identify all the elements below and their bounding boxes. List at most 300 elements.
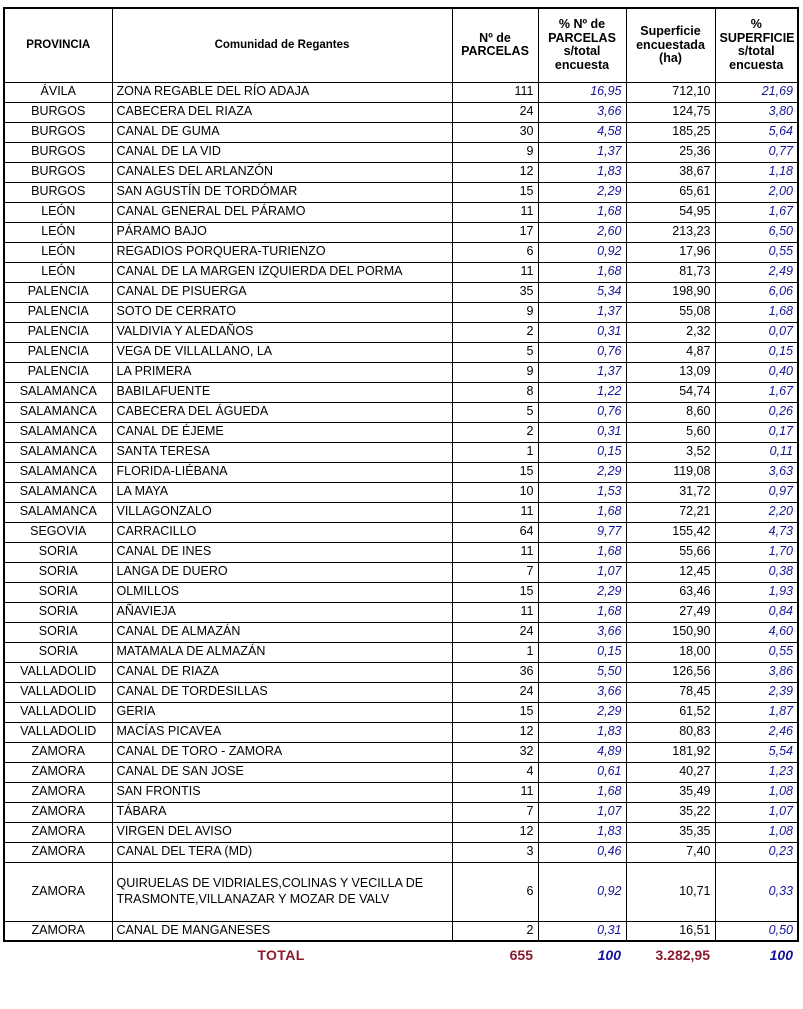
cell-pct-parcelas: 5,50 bbox=[538, 662, 626, 682]
cell-comunidad: CANAL DE LA MARGEN IZQUIERDA DEL PORMA bbox=[112, 262, 452, 282]
table-row bbox=[4, 462, 798, 482]
cell-pct-parcelas: 2,29 bbox=[538, 702, 626, 722]
cell-n-parcelas: 12 bbox=[452, 722, 538, 742]
table-row bbox=[4, 242, 798, 262]
cell-comunidad: CANAL DE PISUERGA bbox=[112, 282, 452, 302]
cell-superficie: 4,87 bbox=[626, 342, 715, 362]
cell-pct-parcelas: 1,07 bbox=[538, 562, 626, 582]
cell-provincia: ZAMORA bbox=[4, 822, 112, 842]
cell-pct-superficie: 2,20 bbox=[715, 502, 798, 522]
cell-pct-parcelas: 3,66 bbox=[538, 102, 626, 122]
cell-superficie: 150,90 bbox=[626, 622, 715, 642]
table-row bbox=[4, 522, 798, 542]
cell-superficie: 213,23 bbox=[626, 222, 715, 242]
cell-pct-parcelas: 0,15 bbox=[538, 442, 626, 462]
cell-provincia: ZAMORA bbox=[4, 782, 112, 802]
table-row bbox=[4, 642, 798, 662]
cell-pct-superficie: 0,38 bbox=[715, 562, 798, 582]
table-row bbox=[4, 402, 798, 422]
header-line-1: % bbox=[750, 17, 762, 32]
cell-pct-superficie: 21,69 bbox=[715, 82, 798, 102]
cell-pct-superficie: 0,23 bbox=[715, 842, 798, 862]
cell-pct-parcelas: 1,22 bbox=[538, 382, 626, 402]
cell-pct-parcelas: 0,76 bbox=[538, 342, 626, 362]
cell-pct-superficie: 1,08 bbox=[715, 782, 798, 802]
cell-superficie: 5,60 bbox=[626, 422, 715, 442]
table-row bbox=[4, 842, 798, 862]
cell-n-parcelas: 2 bbox=[452, 322, 538, 342]
cell-provincia: SALAMANCA bbox=[4, 502, 112, 522]
cell-superficie: 8,60 bbox=[626, 402, 715, 422]
cell-pct-superficie: 2,46 bbox=[715, 722, 798, 742]
table-row bbox=[4, 322, 798, 342]
cell-pct-superficie: 1,67 bbox=[715, 382, 798, 402]
total-superficie: 3.282,95 bbox=[655, 947, 710, 963]
cell-pct-superficie: 3,63 bbox=[715, 462, 798, 482]
cell-superficie: 54,95 bbox=[626, 202, 715, 222]
cell-pct-superficie: 5,54 bbox=[715, 742, 798, 762]
cell-n-parcelas: 11 bbox=[452, 262, 538, 282]
cell-pct-superficie: 3,80 bbox=[715, 102, 798, 122]
cell-pct-parcelas: 0,46 bbox=[538, 842, 626, 862]
cell-n-parcelas: 7 bbox=[452, 802, 538, 822]
cell-n-parcelas: 30 bbox=[452, 122, 538, 142]
cell-pct-parcelas: 1,83 bbox=[538, 822, 626, 842]
cell-provincia: ZAMORA bbox=[4, 762, 112, 782]
cell-pct-parcelas: 3,66 bbox=[538, 682, 626, 702]
cell-pct-parcelas: 16,95 bbox=[538, 82, 626, 102]
header-line-4: encuesta bbox=[729, 57, 784, 72]
cell-n-parcelas: 5 bbox=[452, 342, 538, 362]
cell-pct-superficie: 3,86 bbox=[715, 662, 798, 682]
cell-provincia: PALENCIA bbox=[4, 302, 112, 322]
cell-comunidad: CANAL DE INES bbox=[112, 542, 452, 562]
column-header-n-parcelas bbox=[452, 8, 538, 82]
cell-superficie: 61,52 bbox=[626, 702, 715, 722]
cell-provincia: SALAMANCA bbox=[4, 402, 112, 422]
cell-provincia: SORIA bbox=[4, 562, 112, 582]
table-row bbox=[4, 262, 798, 282]
cell-pct-parcelas: 2,29 bbox=[538, 582, 626, 602]
cell-pct-parcelas: 0,31 bbox=[538, 422, 626, 442]
cell-comunidad: MACÍAS PICAVEA bbox=[112, 722, 452, 742]
cell-pct-superficie: 4,73 bbox=[715, 522, 798, 542]
cell-comunidad: CABECERA DEL ÁGUEDA bbox=[112, 402, 452, 422]
cell-n-parcelas: 12 bbox=[452, 822, 538, 842]
cell-pct-parcelas: 0,15 bbox=[538, 642, 626, 662]
header-line-1: Superficie bbox=[640, 24, 701, 38]
cell-comunidad: CANAL DEL TERA (MD) bbox=[112, 842, 452, 862]
cell-n-parcelas: 24 bbox=[452, 622, 538, 642]
cell-pct-superficie: 1,67 bbox=[715, 202, 798, 222]
cell-provincia: ZAMORA bbox=[4, 802, 112, 822]
cell-superficie: 54,74 bbox=[626, 382, 715, 402]
cell-superficie: 80,83 bbox=[626, 722, 715, 742]
cell-superficie: 16,51 bbox=[626, 921, 715, 941]
cell-provincia: BURGOS bbox=[4, 182, 112, 202]
cell-n-parcelas: 10 bbox=[452, 482, 538, 502]
cell-n-parcelas: 24 bbox=[452, 682, 538, 702]
cell-provincia: SALAMANCA bbox=[4, 422, 112, 442]
cell-comunidad: VALDIVIA Y ALEDAÑOS bbox=[112, 322, 452, 342]
cell-pct-parcelas: 1,37 bbox=[538, 362, 626, 382]
table-row bbox=[4, 122, 798, 142]
cell-n-parcelas: 2 bbox=[452, 921, 538, 941]
cell-provincia: LEÓN bbox=[4, 222, 112, 242]
cell-superficie: 18,00 bbox=[626, 642, 715, 662]
cell-pct-parcelas: 1,53 bbox=[538, 482, 626, 502]
cell-pct-parcelas: 2,29 bbox=[538, 462, 626, 482]
table-header bbox=[4, 8, 798, 82]
cell-pct-superficie: 0,50 bbox=[715, 921, 798, 941]
table-row bbox=[4, 382, 798, 402]
cell-pct-superficie: 2,00 bbox=[715, 182, 798, 202]
cell-pct-superficie: 2,39 bbox=[715, 682, 798, 702]
cell-pct-superficie: 0,55 bbox=[715, 242, 798, 262]
cell-pct-parcelas: 1,68 bbox=[538, 262, 626, 282]
cell-n-parcelas: 5 bbox=[452, 402, 538, 422]
cell-n-parcelas: 7 bbox=[452, 562, 538, 582]
cell-comunidad: REGADIOS PORQUERA-TURIENZO bbox=[112, 242, 452, 262]
cell-superficie: 2,32 bbox=[626, 322, 715, 342]
cell-n-parcelas: 64 bbox=[452, 522, 538, 542]
column-header-superficie bbox=[626, 8, 715, 82]
cell-pct-superficie: 1,93 bbox=[715, 582, 798, 602]
cell-superficie: 81,73 bbox=[626, 262, 715, 282]
cell-n-parcelas: 11 bbox=[452, 202, 538, 222]
cell-provincia: ZAMORA bbox=[4, 742, 112, 762]
header-line-2: encuestada bbox=[636, 37, 705, 52]
cell-n-parcelas: 1 bbox=[452, 642, 538, 662]
table-row bbox=[4, 182, 798, 202]
table-row bbox=[4, 442, 798, 462]
cell-comunidad: MATAMALA DE ALMAZÁN bbox=[112, 642, 452, 662]
cell-superficie: 10,71 bbox=[626, 862, 715, 921]
cell-pct-parcelas: 0,61 bbox=[538, 762, 626, 782]
cell-provincia: SALAMANCA bbox=[4, 462, 112, 482]
cell-pct-superficie: 6,06 bbox=[715, 282, 798, 302]
cell-provincia: BURGOS bbox=[4, 162, 112, 182]
cell-superficie: 35,49 bbox=[626, 782, 715, 802]
cell-provincia: SALAMANCA bbox=[4, 482, 112, 502]
column-header-pct-superficie bbox=[715, 8, 798, 82]
cell-comunidad: QUIRUELAS DE VIDRIALES,COLINAS Y VECILLA DE TRASMONTE,VILLANAZAR Y MOZAR DE VALV bbox=[112, 862, 452, 921]
cell-superficie: 40,27 bbox=[626, 762, 715, 782]
cell-pct-superficie: 0,26 bbox=[715, 402, 798, 422]
cell-comunidad: SANTA TERESA bbox=[112, 442, 452, 462]
cell-superficie: 13,09 bbox=[626, 362, 715, 382]
table-row bbox=[4, 362, 798, 382]
cell-pct-superficie: 1,18 bbox=[715, 162, 798, 182]
cell-pct-superficie: 0,33 bbox=[715, 862, 798, 921]
table-row bbox=[4, 422, 798, 442]
cell-provincia: LEÓN bbox=[4, 262, 112, 282]
cell-pct-parcelas: 3,66 bbox=[538, 622, 626, 642]
cell-n-parcelas: 11 bbox=[452, 542, 538, 562]
table-row bbox=[4, 222, 798, 242]
irrigation-communities-table bbox=[3, 7, 799, 942]
cell-n-parcelas: 4 bbox=[452, 762, 538, 782]
table-row bbox=[4, 762, 798, 782]
cell-comunidad: CANAL DE ALMAZÁN bbox=[112, 622, 452, 642]
cell-n-parcelas: 11 bbox=[452, 602, 538, 622]
table-row bbox=[4, 582, 798, 602]
cell-provincia: VALLADOLID bbox=[4, 722, 112, 742]
total-row-table bbox=[3, 944, 797, 966]
cell-provincia: BURGOS bbox=[4, 142, 112, 162]
table-row bbox=[4, 722, 798, 742]
cell-pct-parcelas: 0,31 bbox=[538, 921, 626, 941]
cell-pct-superficie: 0,40 bbox=[715, 362, 798, 382]
cell-superficie: 65,61 bbox=[626, 182, 715, 202]
cell-superficie: 12,45 bbox=[626, 562, 715, 582]
table-row bbox=[4, 862, 798, 921]
cell-provincia: ÁVILA bbox=[4, 82, 112, 102]
cell-pct-parcelas: 1,37 bbox=[538, 142, 626, 162]
header-line-2: SUPERFICIE bbox=[719, 30, 795, 45]
cell-n-parcelas: 15 bbox=[452, 582, 538, 602]
cell-n-parcelas: 9 bbox=[452, 142, 538, 162]
cell-n-parcelas: 3 bbox=[452, 842, 538, 862]
header-line-1: % Nº de bbox=[558, 17, 606, 32]
table-row bbox=[4, 282, 798, 302]
cell-pct-parcelas: 1,37 bbox=[538, 302, 626, 322]
cell-pct-parcelas: 1,83 bbox=[538, 722, 626, 742]
table-row bbox=[4, 162, 798, 182]
total-label: TOTAL bbox=[257, 947, 305, 963]
cell-comunidad: LA PRIMERA bbox=[112, 362, 452, 382]
cell-pct-superficie: 0,97 bbox=[715, 482, 798, 502]
header-line-1: Nº de bbox=[479, 30, 511, 45]
table-row bbox=[4, 142, 798, 162]
cell-provincia: LEÓN bbox=[4, 202, 112, 222]
cell-provincia: PALENCIA bbox=[4, 362, 112, 382]
cell-n-parcelas: 11 bbox=[452, 502, 538, 522]
total-parcelas: 655 bbox=[509, 947, 533, 963]
table-row bbox=[4, 682, 798, 702]
total-row bbox=[3, 944, 797, 966]
cell-pct-parcelas: 2,60 bbox=[538, 222, 626, 242]
cell-superficie: 3,52 bbox=[626, 442, 715, 462]
table-row bbox=[4, 802, 798, 822]
cell-comunidad: SAN FRONTIS bbox=[112, 782, 452, 802]
table-row bbox=[4, 202, 798, 222]
table-row bbox=[4, 302, 798, 322]
table-row bbox=[4, 782, 798, 802]
cell-n-parcelas: 35 bbox=[452, 282, 538, 302]
cell-pct-parcelas: 1,83 bbox=[538, 162, 626, 182]
cell-n-parcelas: 32 bbox=[452, 742, 538, 762]
cell-pct-parcelas: 0,92 bbox=[538, 242, 626, 262]
cell-n-parcelas: 9 bbox=[452, 362, 538, 382]
table-row bbox=[4, 82, 798, 102]
cell-n-parcelas: 9 bbox=[452, 302, 538, 322]
cell-superficie: 119,08 bbox=[626, 462, 715, 482]
cell-pct-parcelas: 0,31 bbox=[538, 322, 626, 342]
cell-pct-superficie: 1,07 bbox=[715, 802, 798, 822]
cell-comunidad: GERIA bbox=[112, 702, 452, 722]
cell-superficie: 35,35 bbox=[626, 822, 715, 842]
cell-superficie: 27,49 bbox=[626, 602, 715, 622]
table-row bbox=[4, 822, 798, 842]
cell-superficie: 181,92 bbox=[626, 742, 715, 762]
cell-pct-superficie: 0,11 bbox=[715, 442, 798, 462]
header-row bbox=[4, 8, 798, 82]
cell-provincia: SORIA bbox=[4, 642, 112, 662]
column-header-comunidad: Comunidad de Regantes bbox=[112, 8, 452, 82]
cell-pct-parcelas: 9,77 bbox=[538, 522, 626, 542]
cell-pct-superficie: 0,84 bbox=[715, 602, 798, 622]
cell-provincia: ZAMORA bbox=[4, 842, 112, 862]
table-row bbox=[4, 742, 798, 762]
cell-n-parcelas: 2 bbox=[452, 422, 538, 442]
cell-pct-superficie: 1,23 bbox=[715, 762, 798, 782]
cell-comunidad: FLORIDA-LIÉBANA bbox=[112, 462, 452, 482]
cell-pct-superficie: 4,60 bbox=[715, 622, 798, 642]
cell-pct-parcelas: 1,68 bbox=[538, 602, 626, 622]
cell-n-parcelas: 15 bbox=[452, 182, 538, 202]
cell-comunidad: CANALES DEL ARLANZÓN bbox=[112, 162, 452, 182]
cell-pct-superficie: 1,87 bbox=[715, 702, 798, 722]
table-row bbox=[4, 622, 798, 642]
cell-pct-superficie: 0,77 bbox=[715, 142, 798, 162]
table-row bbox=[4, 102, 798, 122]
cell-comunidad: CANAL DE LA VID bbox=[112, 142, 452, 162]
cell-comunidad: SAN AGUSTÍN DE TORDÓMAR bbox=[112, 182, 452, 202]
cell-pct-superficie: 6,50 bbox=[715, 222, 798, 242]
cell-pct-superficie: 1,70 bbox=[715, 542, 798, 562]
cell-comunidad: AÑAVIEJA bbox=[112, 602, 452, 622]
cell-n-parcelas: 11 bbox=[452, 782, 538, 802]
table-body bbox=[4, 82, 798, 941]
cell-comunidad: CANAL DE SAN JOSE bbox=[112, 762, 452, 782]
header-line-3: (ha) bbox=[659, 51, 682, 65]
cell-superficie: 25,36 bbox=[626, 142, 715, 162]
cell-n-parcelas: 15 bbox=[452, 702, 538, 722]
cell-comunidad: ZONA REGABLE DEL RÍO ADAJA bbox=[112, 82, 452, 102]
cell-n-parcelas: 12 bbox=[452, 162, 538, 182]
cell-n-parcelas: 15 bbox=[452, 462, 538, 482]
cell-pct-superficie: 0,07 bbox=[715, 322, 798, 342]
cell-pct-parcelas: 1,68 bbox=[538, 782, 626, 802]
cell-comunidad: BABILAFUENTE bbox=[112, 382, 452, 402]
table-row bbox=[4, 342, 798, 362]
cell-comunidad: CANAL DE MANGANESES bbox=[112, 921, 452, 941]
table-row bbox=[4, 502, 798, 522]
cell-superficie: 126,56 bbox=[626, 662, 715, 682]
cell-comunidad: CANAL DE GUMA bbox=[112, 122, 452, 142]
cell-comunidad: CANAL DE TORO - ZAMORA bbox=[112, 742, 452, 762]
table-row bbox=[4, 921, 798, 941]
cell-provincia: ZAMORA bbox=[4, 862, 112, 921]
cell-provincia: ZAMORA bbox=[4, 921, 112, 941]
cell-comunidad: VILLAGONZALO bbox=[112, 502, 452, 522]
cell-provincia: PALENCIA bbox=[4, 322, 112, 342]
cell-pct-superficie: 1,68 bbox=[715, 302, 798, 322]
cell-n-parcelas: 24 bbox=[452, 102, 538, 122]
cell-comunidad: CANAL GENERAL DEL PÁRAMO bbox=[112, 202, 452, 222]
cell-superficie: 55,66 bbox=[626, 542, 715, 562]
cell-superficie: 7,40 bbox=[626, 842, 715, 862]
cell-pct-parcelas: 2,29 bbox=[538, 182, 626, 202]
cell-n-parcelas: 1 bbox=[452, 442, 538, 462]
cell-pct-parcelas: 0,92 bbox=[538, 862, 626, 921]
cell-provincia: SALAMANCA bbox=[4, 442, 112, 462]
table-row bbox=[4, 562, 798, 582]
cell-comunidad: SOTO DE CERRATO bbox=[112, 302, 452, 322]
cell-provincia: BURGOS bbox=[4, 122, 112, 142]
cell-superficie: 17,96 bbox=[626, 242, 715, 262]
total-pct-parcelas: 100 bbox=[597, 947, 621, 963]
cell-provincia: SORIA bbox=[4, 622, 112, 642]
cell-pct-superficie: 0,55 bbox=[715, 642, 798, 662]
cell-pct-parcelas: 4,89 bbox=[538, 742, 626, 762]
cell-provincia: SORIA bbox=[4, 542, 112, 562]
cell-comunidad: PÁRAMO BAJO bbox=[112, 222, 452, 242]
cell-comunidad: VIRGEN DEL AVISO bbox=[112, 822, 452, 842]
total-spacer bbox=[3, 944, 111, 966]
cell-pct-parcelas: 4,58 bbox=[538, 122, 626, 142]
cell-pct-parcelas: 1,07 bbox=[538, 802, 626, 822]
cell-pct-parcelas: 1,68 bbox=[538, 542, 626, 562]
cell-provincia: VALLADOLID bbox=[4, 702, 112, 722]
cell-n-parcelas: 8 bbox=[452, 382, 538, 402]
cell-superficie: 198,90 bbox=[626, 282, 715, 302]
cell-comunidad: CARRACILLO bbox=[112, 522, 452, 542]
cell-pct-parcelas: 1,68 bbox=[538, 202, 626, 222]
cell-n-parcelas: 17 bbox=[452, 222, 538, 242]
table-row bbox=[4, 702, 798, 722]
cell-superficie: 72,21 bbox=[626, 502, 715, 522]
cell-pct-superficie: 1,08 bbox=[715, 822, 798, 842]
cell-pct-parcelas: 1,68 bbox=[538, 502, 626, 522]
cell-comunidad: LANGA DE DUERO bbox=[112, 562, 452, 582]
cell-superficie: 712,10 bbox=[626, 82, 715, 102]
spreadsheet-sheet bbox=[0, 7, 803, 1009]
cell-provincia: VALLADOLID bbox=[4, 662, 112, 682]
cell-provincia: SORIA bbox=[4, 602, 112, 622]
header-line-3: s/total bbox=[563, 44, 601, 59]
header-line-2: PARCELAS bbox=[461, 44, 529, 59]
cell-n-parcelas: 6 bbox=[452, 862, 538, 921]
cell-superficie: 155,42 bbox=[626, 522, 715, 542]
cell-pct-parcelas: 0,76 bbox=[538, 402, 626, 422]
column-header-provincia: PROVINCIA bbox=[4, 8, 112, 82]
cell-comunidad: CANAL DE TORDESILLAS bbox=[112, 682, 452, 702]
cell-provincia: SEGOVIA bbox=[4, 522, 112, 542]
cell-pct-parcelas: 5,34 bbox=[538, 282, 626, 302]
cell-provincia: SORIA bbox=[4, 582, 112, 602]
cell-n-parcelas: 36 bbox=[452, 662, 538, 682]
cell-pct-superficie: 5,64 bbox=[715, 122, 798, 142]
cell-comunidad: VEGA DE VILLALLANO, LA bbox=[112, 342, 452, 362]
cell-n-parcelas: 111 bbox=[452, 82, 538, 102]
cell-n-parcelas: 6 bbox=[452, 242, 538, 262]
cell-provincia: PALENCIA bbox=[4, 282, 112, 302]
cell-superficie: 124,75 bbox=[626, 102, 715, 122]
cell-comunidad: CANAL DE ÉJEME bbox=[112, 422, 452, 442]
cell-provincia: VALLADOLID bbox=[4, 682, 112, 702]
cell-provincia: BURGOS bbox=[4, 102, 112, 122]
cell-provincia: SALAMANCA bbox=[4, 382, 112, 402]
cell-pct-superficie: 2,49 bbox=[715, 262, 798, 282]
cell-comunidad: TÁBARA bbox=[112, 802, 452, 822]
column-header-pct-parcelas bbox=[538, 8, 626, 82]
header-line-4: encuesta bbox=[554, 57, 610, 72]
cell-superficie: 55,08 bbox=[626, 302, 715, 322]
header-line-3: s/total bbox=[737, 44, 775, 59]
cell-superficie: 38,67 bbox=[626, 162, 715, 182]
